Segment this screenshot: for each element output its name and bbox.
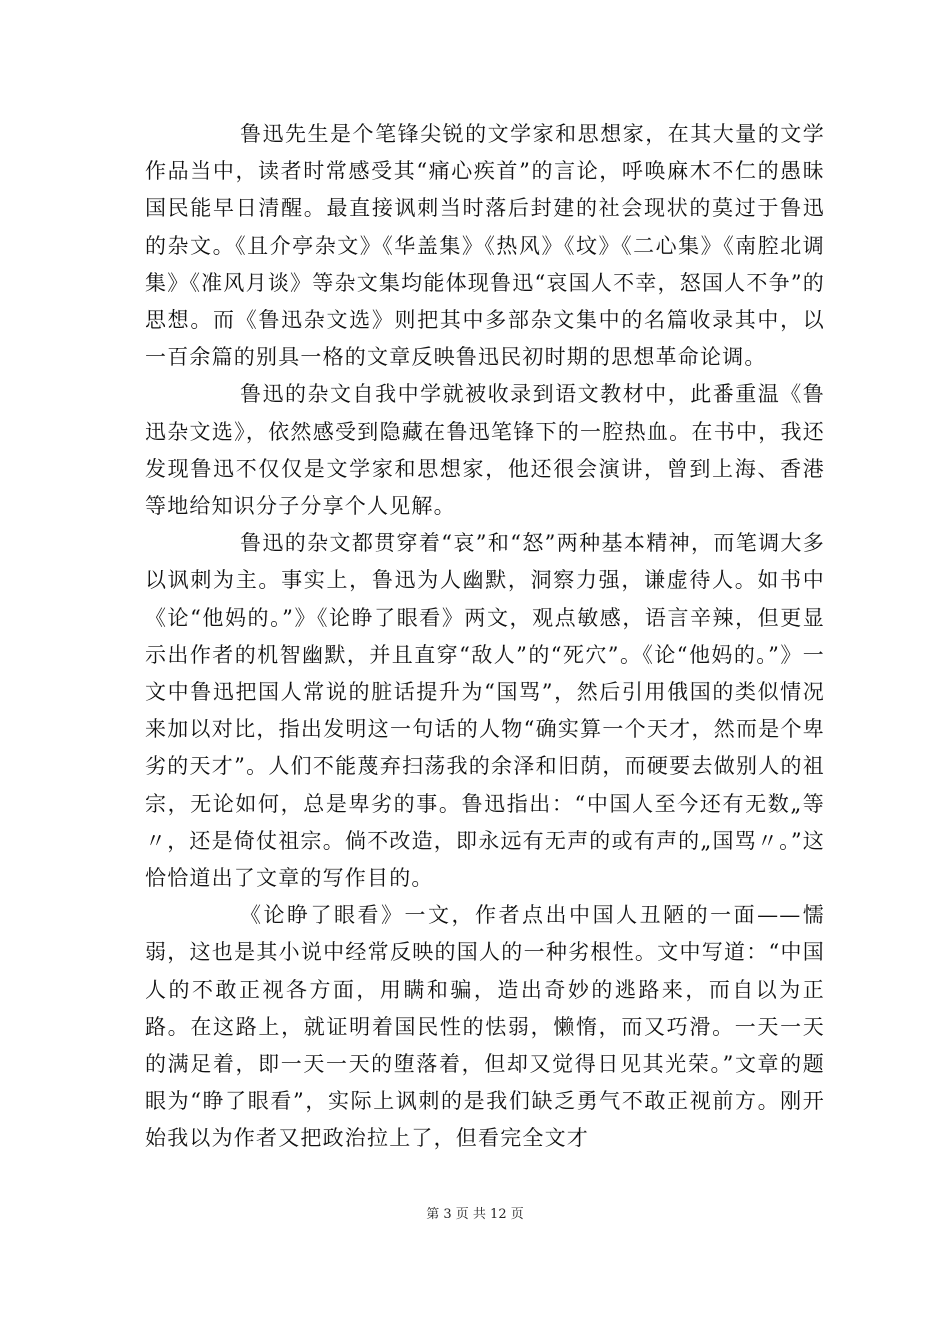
paragraph-spirit: 鲁迅的杂文都贯穿着“哀”和“怒”两种基本精神，而笔调大多以讽刺为主。事实上，鲁迅为人幽默，洞察力强，谦虚待人。如书中《论“他妈的。”》《论睁了眼看》两文，观点敏感，语言辛辣，但更显示出作者的机智幽默，并且直穿“敌人”的“死穴”。《论“他妈的。”》一文中鲁迅把国人常说的脏话提升为“国骂”，然后引用俄国的类似情况来加以对比，指出发明这一句话的人物“确实算一个天才，然而是个卑劣的天才”。人们不能蔑弃扫荡我的余泽和旧荫，而硬要去做别人的祖宗，无论如何，总是卑劣的事。鲁迅指出：“中国人至今还有无数„等〃，还是倚仗祖宗。倘不改造，即永远有无声的或有声的„国骂〃。”这恰恰道出了文章的写作目的。 — [145, 531, 825, 891]
paragraph-rereading: 鲁迅的杂文自我中学就被收录到语文教材中，此番重温《鲁迅杂文选》，依然感受到隐藏在鲁迅笔锋下的一腔热血。在书中，我还发现鲁迅不仅仅是文学家和思想家，他还很会演讲，曾到上海、香港等地给知识分子分享个人见解。 — [145, 382, 825, 519]
document-body — [145, 116, 825, 1158]
page-number-label: 第 3 页 共 12 页 — [426, 1207, 524, 1222]
page-footer — [0, 1203, 950, 1222]
paragraph-open-eyes: 《论睁了眼看》一文，作者点出中国人丑陋的一面——懦弱，这也是其小说中经常反映的国人的一种劣根性。文中写道：“中国人的不敢正视各方面，用瞒和骗，造出奇妙的逃路来，而自以为正路。在这路上，就证明着国民性的怯弱，懒惰，而又巧滑。一天一天的满足着，即一天一天的堕落着，但却又觉得日见其光荣。”文章的题眼为“睁了眼看”，实际上讽刺的是我们缺乏勇气不敢正视前方。刚开始我以为作者又把政治拉上了，但看完全文才 — [145, 903, 825, 1151]
paragraph-intro: 鲁迅先生是个笔锋尖锐的文学家和思想家，在其大量的文学作品当中，读者时常感受其“痛心疾首”的言论，呼唤麻木不仁的愚昧国民能早日清醒。最直接讽刺当时落后封建的社会现状的莫过于鲁迅的杂文。《且介亭杂文》《华盖集》《热风》《坟》《二心集》《南腔北调集》《准风月谈》等杂文集均能体现鲁迅“哀国人不幸，怒国人不争”的思想。而《鲁迅杂文选》则把其中多部杂文集中的名篇收录其中，以一百余篇的别具一格的文章反映鲁迅民初时期的思想革命论调。 — [145, 122, 825, 370]
